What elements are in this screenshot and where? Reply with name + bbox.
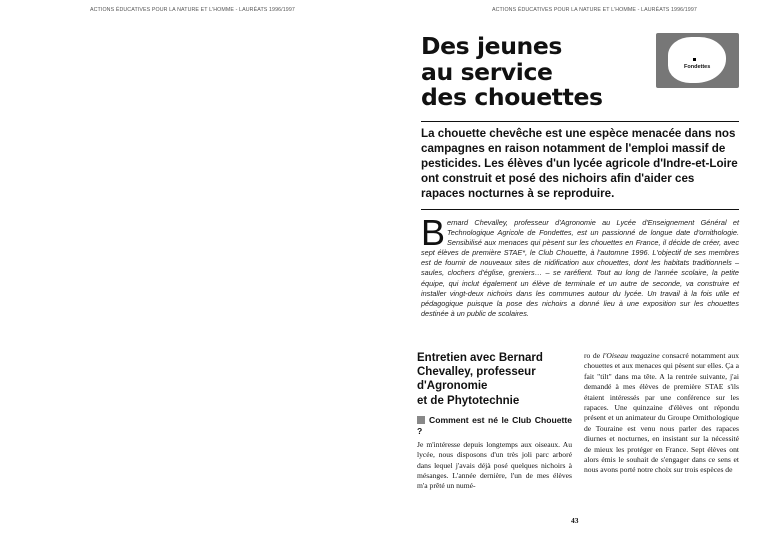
location-marker-icon [693,58,696,61]
location-map [656,33,739,88]
interview-heading [417,351,572,408]
heading-line: Chevalley, professeur [417,366,536,379]
question-marker-icon [417,416,425,424]
divider-top [421,121,739,122]
intro-text: ernard Chevalley, professeur d'Agronomie au Lycée d'Enseignement Général et Technologique Agricole de Fondettes, est un passionné de longue date d'ornithologie. Sensibilisé aux menaces qui pèsent sur les chouettes en France, il décide de créer, avec sept élèves de première STAE*, le Club Chouette, à l'automne 1996. L'objectif de ses membres est de fournir de nouveaux sites de nidification aux chouettes, dont les habitats traditionnels – saules, clochers d'église, greniers… – se raréfient. Tout au long de l'année scolaire, la petite équipe, qui inclut également un élève de terminale et un autre de seconde, va construire et installer vingt-deux nichoirs dans les communes autour du lycée. Un travail à la fois utile et pédagogique puisque la pose des nichoirs a donné lieu à une exposition sur les chouettes destinée à un public de scolaires. [421,218,739,318]
drop-cap: B [421,212,446,253]
divider-bottom [421,209,739,210]
article-title [421,34,651,111]
column-left [417,351,572,492]
title-line: au service [421,57,553,86]
heading-line: et de Phytotechnie [417,394,520,407]
article-lead: La chouette chevêche est une espèce menacée dans nos campagnes en raison notamment de l'emploi massif de pesticides. Les élèves d'un lycée agricole d'Indre-et-Loire ont construit et posé des nichoirs afin d'aider ces rapaces nocturnes à se reproduire. [421,127,738,201]
france-map-shape [668,37,726,83]
interview-question [417,415,572,437]
answer-text-col2 [584,351,739,476]
answer-col2-start: ro de [584,351,603,360]
running-header-right: ACTIONS ÉDUCATIVES POUR LA NATURE ET L'HOMME - LAURÉATS 1996/1997 [492,7,697,13]
heading-line: Entretien avec Bernard [417,352,543,364]
page-number: 43 [571,516,579,525]
heading-line: d'Agronomie [417,380,488,393]
column-right [584,351,739,476]
question-text: Comment est né le Club Chouette ? [417,414,572,436]
answer-text-col1: Je m'intéresse depuis longtemps aux oiseaux. Au lycée, nous disposons d'un très joli parc arboré dans lequel j'avais déjà posé quelques nichoirs à mésanges. L'année dernière, l'un de mes élèves m'a prêté un numé- [417,439,572,491]
article-intro [421,212,739,319]
map-location-label: Fondettes [684,64,711,70]
title-line: Des jeunes [421,32,562,60]
running-header-left: ACTIONS ÉDUCATIVES POUR LA NATURE ET L'HOMME - LAURÉATS 1996/1997 [90,7,295,13]
answer-col2-rest: consacré notamment aux chouettes et aux menaces qui pèsent sur elles. Ça a fait "tilt" dans ma tête. A la rentrée suivante, j'ai demandé à mes élèves de première STAE s'ils étaient intéressés par une conférence sur les rapaces. Une quinzaine d'élèves ont répondu présent et un animateur du Groupe Ornithologique de Touraine est venu nous parler des rapaces diurnes et nocturnes, en insistant sur la nécessité de mieux les protéger en France. Sept élèves ont alors émis le souhait de s'engager dans ce sens et nous avons porté notre choix sur trois espèces de [584,351,739,475]
magazine-title: l'Oiseau magazine [602,351,660,360]
title-line: des chouettes [421,83,603,111]
